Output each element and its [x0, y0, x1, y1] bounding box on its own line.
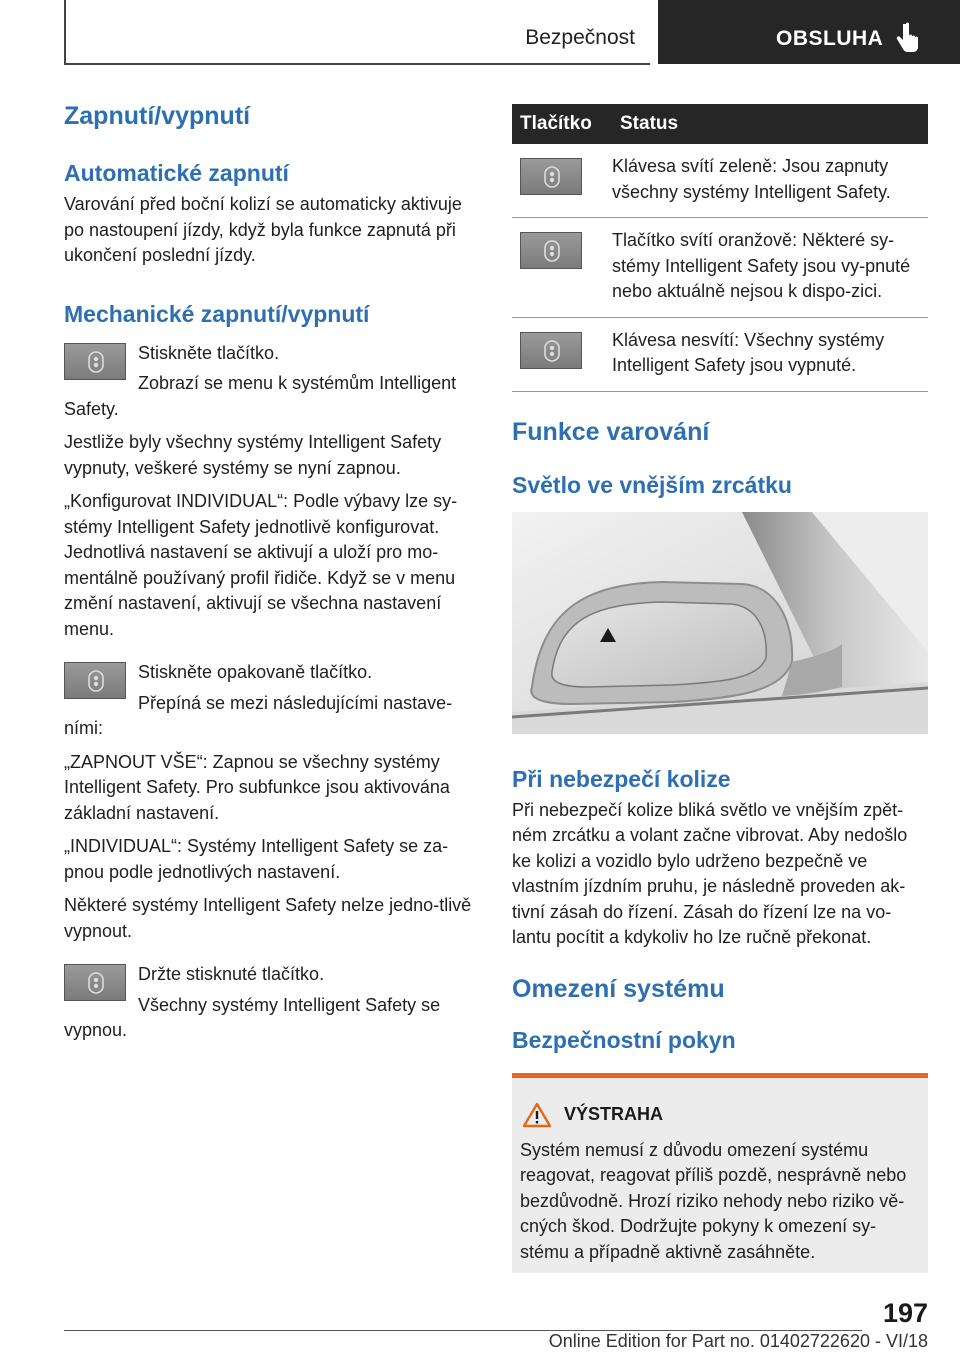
intelligent-safety-icon: [543, 166, 561, 188]
intelligent-safety-button-image: [64, 662, 126, 699]
status-text: Tlačítko svítí oranžově: Některé sy-stémy Intelligent Safety jsou vy-pnuté nebo aktuálně nejsou k dispo-zici.: [612, 230, 911, 301]
col-header-status: Status: [612, 104, 928, 144]
step1-result: Zobrazí se menu k systémům Intelligent Safety.: [64, 373, 457, 419]
header-rule: [64, 63, 650, 65]
intelligent-safety-button-image: [64, 343, 126, 380]
collision-danger-heading: Při nebezpečí kolize: [512, 765, 731, 792]
intelligent-safety-button-image: [520, 232, 582, 269]
step-hold: [64, 962, 482, 1044]
chapter-tab-label: OBSLUHA: [776, 27, 884, 50]
intelligent-safety-button-image: [520, 158, 582, 195]
intelligent-safety-icon: [87, 351, 105, 373]
auto-on-text: Varování před boční kolizí se automaticky aktivuje po nastoupení jízdy, když byla funkce zapnutá při ukončení poslední jízdy.: [64, 194, 462, 265]
page-number: 197: [882, 1298, 928, 1328]
step-press: [64, 341, 482, 423]
intelligent-safety-icon: [543, 340, 561, 362]
collision-danger-text: Při nebezpečí kolize bliká světlo ve vnějším zpět-ném zrcátku a volant začne vibrovat. Aby nedošlo ke kolizi a vozidlo bylo udrženo bezpečně ve vlastním jízdním pruhu, je následně proveden ak-tivní zásah do řízení. Zásah do řízení lze na vo-lantu pocítit a kdykoliv ho lze ručně překonat.: [512, 799, 908, 947]
mirror-light-heading: Světlo ve vnějším zrcátku: [512, 471, 792, 498]
table-row: [512, 317, 928, 391]
step2-result: Přepíná se mezi následujícími nastave-ními:: [64, 692, 453, 738]
intelligent-safety-icon: [543, 240, 561, 262]
cannot-disable-text: Některé systémy Intelligent Safety nelze jedno-tlivě vypnout.: [64, 895, 472, 941]
section-title: Zapnutí/vypnutí: [64, 102, 251, 130]
header-section-title: Bezpečnost: [525, 26, 635, 49]
status-text: Klávesa svítí zeleně: Jsou zapnuty všechny systémy Intelligent Safety.: [612, 156, 891, 202]
intelligent-safety-icon: [87, 972, 105, 994]
intelligent-safety-button-image: [64, 964, 126, 1001]
system-limits-heading: Omezení systému: [512, 974, 725, 1003]
individual-text: „INDIVIDUAL“: Systémy Intelligent Safety se za-pnou podle jednotlivých nastavení.: [64, 836, 449, 882]
individual-config-text: „Konfigurovat INDIVIDUAL“: Podle výbavy lze sy-stémy Intelligent Safety jednotlivě konfigurovat. Jednotlivá nastavení se aktivují a uloží pro mo-mentálně používaný profil řidiče. Když se v menu změní nastavení, aktivují se všechna nastavení menu.: [64, 491, 458, 639]
step3-action: Držte stisknuté tlačítko.: [138, 964, 325, 984]
status-table: [512, 104, 928, 392]
header-divider: [64, 0, 66, 64]
left-column: [64, 100, 482, 1044]
side-mirror-image: [512, 512, 928, 734]
table-row: [512, 144, 928, 218]
warning-title: VÝSTRAHA: [564, 1103, 664, 1124]
intelligent-safety-icon: [87, 670, 105, 692]
chapter-tab[interactable]: [658, 0, 960, 64]
all-on-text: „ZAPNOUT VŠE“: Zapnou se všechny systémy Intelligent Safety. Pro subfunkce jsou aktivována základní nastavení.: [64, 751, 450, 823]
table-row: [512, 218, 928, 318]
step-press-repeatedly: [64, 660, 482, 742]
warning-text: Systém nemusí z důvodu omezení systému reagovat, reagovat příliš pozdě, nesprávně nebo bezdůvodně. Hrozí riziko nehody nebo riziko vě-cných škod. Dodržujte pokyny k omezení sy-stému a případně aktivně zasáhněte.: [520, 1139, 907, 1262]
right-column: [512, 104, 928, 1273]
intelligent-safety-button-image: [520, 332, 582, 369]
auto-on-heading: Automatické zapnutí: [64, 160, 289, 186]
hand-pointer-icon: [894, 22, 920, 56]
safety-note-heading: Bezpečnostní pokyn: [512, 1026, 736, 1053]
all-off-text: Jestliže byly všechny systémy Intelligent Safety vypnuty, veškeré systémy se nyní zapnou.: [64, 432, 442, 478]
step3-result: Všechny systémy Intelligent Safety se vypnou.: [64, 994, 441, 1040]
warning-triangle-icon: [522, 1102, 552, 1128]
warning-function-heading: Funkce varování: [512, 417, 710, 446]
manual-heading: Mechanické zapnutí/vypnutí: [64, 300, 370, 327]
warning-box: [512, 1073, 928, 1273]
step1-action: Stiskněte tlačítko.: [138, 342, 280, 363]
status-table-header: [512, 104, 928, 144]
status-text: Klávesa nesvítí: Všechny systémy Intelligent Safety jsou vypnuté.: [612, 329, 885, 375]
edition-note: Online Edition for Part no. 01402722620 - VI/18: [548, 1331, 928, 1351]
col-header-button: Tlačítko: [512, 104, 612, 144]
step2-action: Stiskněte opakovaně tlačítko.: [138, 662, 373, 682]
